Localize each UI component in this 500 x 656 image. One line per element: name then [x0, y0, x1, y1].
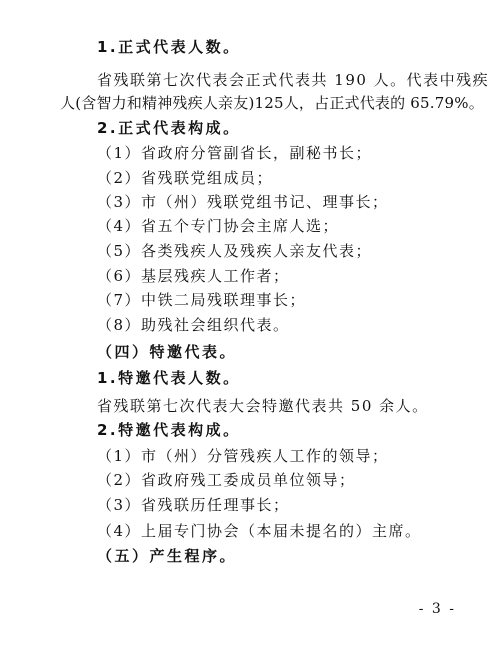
- list-item-special-1: （1）市（州）分管残疾人工作的领导；: [97, 447, 389, 465]
- list-item-formal-5: （5）各类残疾人及残疾人亲友代表；: [97, 242, 373, 260]
- list-item-formal-1: （1）省政府分管副省长，副秘书长；: [97, 144, 373, 162]
- paragraph-formal-count-line2: 人(含智力和精神残疾人亲友)125人，占正式代表的 65.79%。: [60, 94, 484, 112]
- list-item-formal-6: （6）基层残疾人工作者；: [97, 267, 290, 285]
- section-heading-procedure: （五）产生程序。: [97, 547, 238, 565]
- list-item-formal-3: （3）市（州）残联党组书记、理事长；: [97, 193, 389, 211]
- paragraph-formal-count-line1: 省残联第七次代表会正式代表共 190 人。代表中残疾: [97, 71, 490, 89]
- section-heading-special: （四）特邀代表。: [97, 343, 238, 361]
- heading-formal-count: 1.正式代表人数。: [97, 38, 241, 56]
- list-item-formal-2: （2）省残联党组成员；: [97, 169, 274, 187]
- list-item-special-2: （2）省政府残工委成员单位领导；: [97, 471, 356, 489]
- paragraph-special-count: 省残联第七次代表大会特邀代表共 50 余人。: [97, 397, 429, 415]
- heading-special-count: 1.特邀代表人数。: [97, 369, 241, 387]
- list-item-special-4: （4）上届专门协会（本届未提名的）主席。: [97, 522, 422, 540]
- page-number: - 3 -: [418, 601, 456, 617]
- heading-special-composition: 2.特邀代表构成。: [97, 421, 241, 439]
- list-item-formal-4: （4）省五个专门协会主席人选；: [97, 217, 340, 235]
- list-item-special-3: （3）省残联历任理事长；: [97, 496, 290, 514]
- list-item-formal-8: （8）助残社会组织代表。: [97, 316, 290, 334]
- heading-formal-composition: 2.正式代表构成。: [97, 119, 241, 137]
- list-item-formal-7: （7）中铁二局残联理事长；: [97, 291, 307, 309]
